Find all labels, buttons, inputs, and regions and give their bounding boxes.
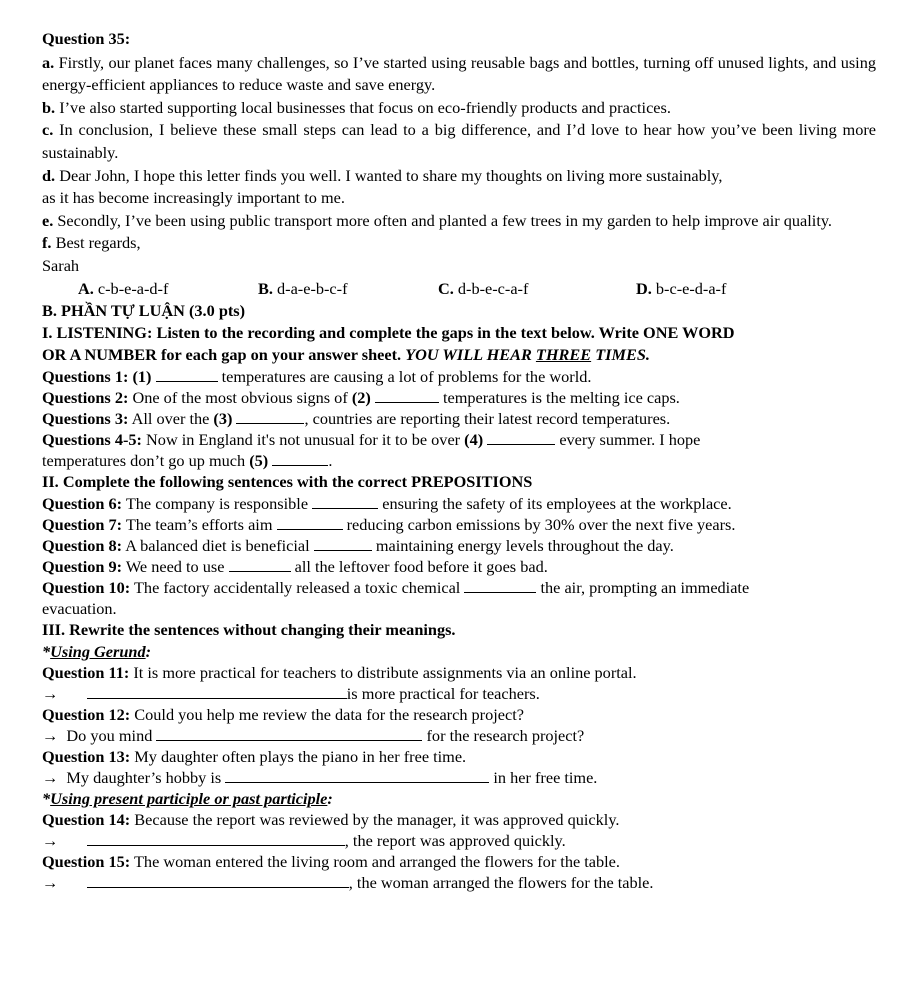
question-8: Question 8: A balanced diet is beneficial maintaining energy levels throughout the day. (42, 536, 674, 556)
option-c[interactable]: C. d-b-e-c-a-f (438, 278, 529, 298)
listening-q3: Questions 3: All over the (3) , countries are reporting their latest record temperatures. (42, 409, 671, 429)
listening-q4-5: Questions 4-5: Now in England it's not unusual for it to be over (4) every summer. I hope temperatures don’t go up much (5) . (42, 430, 701, 471)
answer-gap-4[interactable] (487, 430, 555, 445)
q35-item-a: a. Firstly, our planet faces many challenges, so I’ve started using reusable bags and bottles, turning off unused lights, and using energy-efficient appliances to reduce waste and save energy. (42, 52, 876, 95)
worksheet-page (42, 28, 876, 893)
answer-gap-7[interactable] (277, 515, 343, 530)
answer-line-13: → My daughter’s hobby is in her free time. (42, 768, 598, 788)
rewrite-heading: III. Rewrite the sentences without changing their meanings. (42, 620, 456, 640)
listening-q2: Questions 2: One of the most obvious signs of (2) temperatures is the melting ice caps. (42, 388, 680, 408)
answer-gap-3[interactable] (236, 409, 304, 424)
question-6: Question 6: The company is responsible ensuring the safety of its employees at the workplace. (42, 494, 732, 514)
q35-item-f: f. Best regards, (42, 233, 141, 253)
question-14: Question 14: Because the report was reviewed by the manager, it was approved quickly. (42, 810, 620, 830)
part-b-heading: B. PHẦN TỰ LUẬN (3.0 pts) (42, 301, 246, 321)
q35-item-b: b. I’ve also started supporting local businesses that focus on eco-friendly products and practices. (42, 97, 671, 117)
question-10: Question 10: The factory accidentally released a toxic chemical the air, prompting an immediate evacuation. (42, 578, 750, 619)
answer-line-15: → , the woman arranged the flowers for the table. (42, 873, 654, 893)
participle-subheading: *Using present participle or past participle: (42, 789, 333, 809)
answer-line-12: → Do you mind for the research project? (42, 726, 585, 746)
answer-gap-2[interactable] (375, 388, 439, 403)
listening-instructions: I. LISTENING: Listen to the recording and complete the gaps in the text below. Write ONE WORD OR A NUMBER for each gap on your answer sheet. YOU WILL HEAR THREE TIMES. (42, 323, 735, 365)
prepositions-heading: II. Complete the following sentences with the correct PREPOSITIONS (42, 472, 533, 492)
arrow-icon: → (42, 873, 59, 893)
q35-item-d: d. Dear John, I hope this letter finds you well. I wanted to share my thoughts on living more sustainably, as it has become increasingly important to me. (42, 165, 723, 208)
q35-item-c: c. In conclusion, I believe these small steps can lead to a big difference, and I’d love to hear how you’ve been living more sustainably. (42, 120, 876, 162)
question-9: Question 9: We need to use all the leftover food before it goes bad. (42, 557, 548, 577)
question-35-title: Question 35: (42, 29, 131, 48)
answer-gap-11[interactable] (87, 684, 347, 699)
option-b[interactable]: B. d-a-e-b-c-f (258, 278, 348, 298)
question-15: Question 15: The woman entered the living room and arranged the flowers for the table. (42, 852, 620, 872)
answer-gap-5[interactable] (272, 451, 328, 466)
answer-line-14: → , the report was approved quickly. (42, 831, 566, 851)
option-d[interactable]: D. b-c-e-d-a-f (636, 278, 727, 298)
answer-gap-12[interactable] (156, 726, 422, 741)
answer-gap-9[interactable] (229, 557, 291, 572)
answer-gap-6[interactable] (312, 494, 378, 509)
gerund-subheading: *Using Gerund: (42, 642, 152, 662)
answer-gap-15[interactable] (87, 873, 349, 888)
question-11: Question 11: It is more practical for teachers to distribute assignments via an online portal. (42, 663, 637, 683)
answer-gap-1[interactable] (156, 367, 218, 382)
arrow-icon: → (42, 726, 59, 746)
question-7: Question 7: The team’s efforts aim reducing carbon emissions by 30% over the next five years. (42, 515, 736, 535)
answer-gap-13[interactable] (225, 768, 489, 783)
q35-options (42, 278, 876, 301)
listening-q1: Questions 1: (1) temperatures are causing a lot of problems for the world. (42, 367, 592, 387)
answer-gap-14[interactable] (87, 831, 345, 846)
arrow-icon: → (42, 768, 59, 788)
q35-item-e: e. Secondly, I’ve been using public transport more often and planted a few trees in my garden to help improve air quality. (42, 210, 833, 230)
arrow-icon: → (42, 831, 59, 851)
answer-line-11: → is more practical for teachers. (42, 684, 540, 704)
arrow-icon: → (42, 684, 59, 704)
answer-gap-8[interactable] (314, 536, 372, 551)
question-12: Question 12: Could you help me review the data for the research project? (42, 705, 524, 725)
option-a[interactable]: A. c-b-e-a-d-f (78, 278, 169, 298)
answer-gap-10[interactable] (464, 578, 536, 593)
question-13: Question 13: My daughter often plays the piano in her free time. (42, 747, 467, 767)
q35-signature: Sarah (42, 255, 80, 275)
